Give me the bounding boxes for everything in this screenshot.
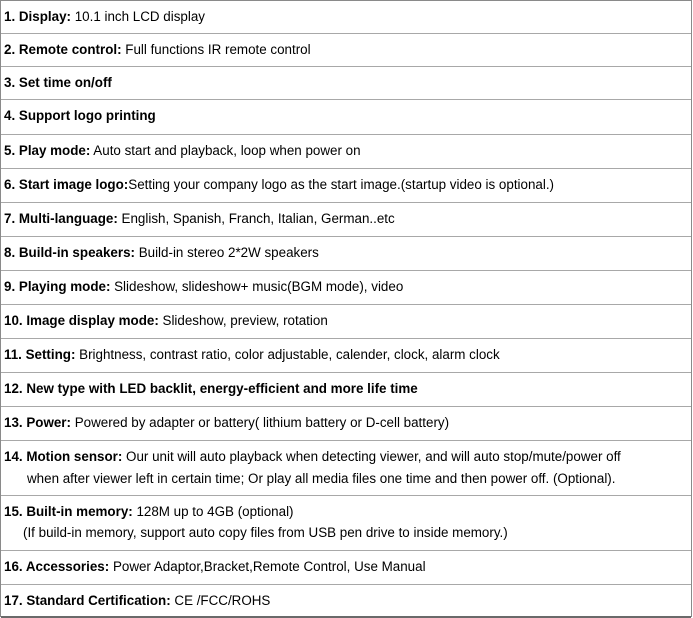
spec-label: 10. Image display mode: xyxy=(4,313,159,328)
spec-row-certification xyxy=(1,585,691,618)
spec-row-start-image-logo xyxy=(1,169,691,203)
spec-row-remote-control xyxy=(1,34,691,67)
spec-row-display xyxy=(1,1,691,34)
spec-line xyxy=(4,143,361,159)
spec-line xyxy=(4,313,328,329)
spec-row-set-time xyxy=(1,67,691,100)
spec-line xyxy=(4,415,449,431)
spec-value: Slideshow, slideshow+ music(BGM mode), video xyxy=(110,279,404,294)
spec-value: 128M up to 4GB (optional) xyxy=(132,504,294,519)
spec-value: Our unit will auto playback when detecting viewer, and will auto stop/mute/power off xyxy=(122,449,621,464)
spec-line xyxy=(4,245,319,261)
spec-line xyxy=(4,75,112,91)
spec-value: Setting your company logo as the start image.(startup video is optional.) xyxy=(128,177,555,192)
spec-label: 6. Start image logo: xyxy=(4,177,129,192)
spec-line xyxy=(4,279,403,295)
spec-row-speakers xyxy=(1,237,691,271)
spec-label: 8. Build-in speakers: xyxy=(4,245,135,260)
spec-line xyxy=(4,593,270,609)
spec-line xyxy=(4,559,426,575)
spec-label: 12. New type with LED backlit, energy-efficient and more life time xyxy=(4,381,418,396)
spec-label: 17. Standard Certification: xyxy=(4,593,171,608)
spec-label: 3. Set time on/off xyxy=(4,75,112,90)
spec-value: Full functions IR remote control xyxy=(121,42,311,57)
spec-value: Brightness, contrast ratio, color adjustable, calender, clock, alarm clock xyxy=(75,347,500,362)
spec-row-play-mode xyxy=(1,135,691,169)
spec-line xyxy=(4,347,500,363)
spec-label: 9. Playing mode: xyxy=(4,279,111,294)
spec-label: 5. Play mode: xyxy=(4,143,91,158)
spec-row-setting xyxy=(1,339,691,373)
spec-value: Build-in stereo 2*2W speakers xyxy=(134,245,319,260)
spec-value: 10.1 inch LCD display xyxy=(70,9,205,24)
spec-label: 7. Multi-language: xyxy=(4,211,118,226)
spec-row-logo-printing xyxy=(1,100,691,135)
spec-line xyxy=(4,177,554,193)
spec-value: Power Adaptor,Bracket,Remote Control, Use Manual xyxy=(109,559,426,574)
spec-row-power xyxy=(1,407,691,441)
spec-label: 4. Support logo printing xyxy=(4,108,156,123)
spec-line xyxy=(4,449,621,465)
spec-row-accessories xyxy=(1,551,691,585)
spec-label: 14. Motion sensor: xyxy=(4,449,123,464)
spec-row-multi-language xyxy=(1,203,691,237)
spec-label: 13. Power: xyxy=(4,415,71,430)
spec-row-led-backlit xyxy=(1,373,691,407)
spec-value: CE /FCC/ROHS xyxy=(170,593,271,608)
spec-line xyxy=(4,42,311,58)
spec-value: English, Spanish, Franch, Italian, German..etc xyxy=(117,211,395,226)
spec-label: 15. Built-in memory: xyxy=(4,504,133,519)
spec-line-continued: when after viewer left in certain time; Or play all media files one time and then power off. (Optional). xyxy=(27,471,616,486)
spec-value: Auto start and playback, loop when power on xyxy=(90,143,361,158)
spec-line xyxy=(4,108,156,124)
spec-row-motion-sensor xyxy=(1,441,691,496)
spec-value: Slideshow, preview, rotation xyxy=(158,313,328,328)
spec-line xyxy=(4,381,418,397)
spec-row-image-display-mode xyxy=(1,305,691,339)
spec-label: 1. Display: xyxy=(4,9,71,24)
spec-row-built-in-memory xyxy=(1,496,691,551)
spec-label: 16. Accessories: xyxy=(4,559,110,574)
spec-line xyxy=(4,9,205,25)
spec-label: 2. Remote control: xyxy=(4,42,122,57)
spec-value: Powered by adapter or battery( lithium battery or D-cell battery) xyxy=(70,415,450,430)
spec-row-playing-mode xyxy=(1,271,691,305)
spec-line xyxy=(4,504,294,520)
spec-line-continued: (If build-in memory, support auto copy files from USB pen drive to inside memory.) xyxy=(23,525,508,540)
spec-label: 11. Setting: xyxy=(4,347,76,362)
spec-line xyxy=(4,211,395,227)
